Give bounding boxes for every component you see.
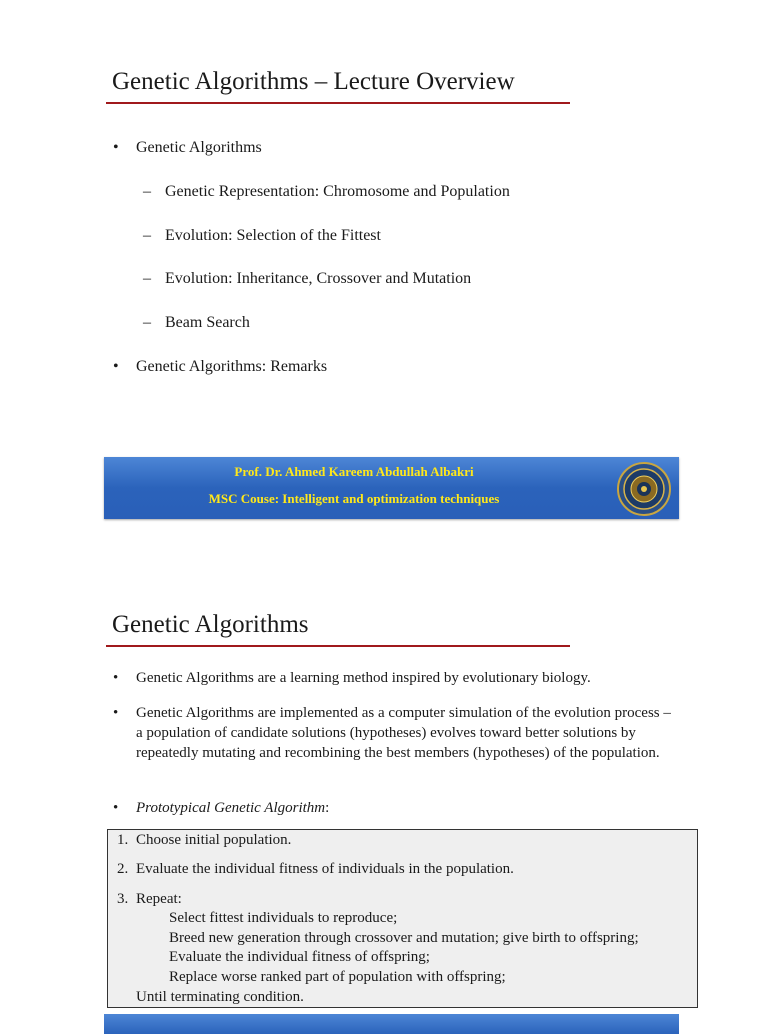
step-text: Evaluate the individual fitness of individuals in the population.: [136, 861, 514, 877]
dash-mark: –: [143, 270, 151, 287]
dash-mark: –: [143, 314, 151, 331]
repeat-step: Replace worse ranked part of population with offspring;: [169, 969, 506, 985]
sub-bullet-item: [143, 226, 381, 246]
title-underline: [106, 645, 570, 647]
bullet-text: Genetic Algorithms: Remarks: [136, 358, 328, 375]
step-text: Choose initial population.: [136, 832, 292, 848]
step-text: Repeat:: [136, 891, 182, 907]
bullet-text-italic: Prototypical Genetic Algorithm: [136, 800, 326, 816]
repeat-step: Evaluate the individual fitness of offspring;: [169, 949, 430, 965]
step-number: 3.: [117, 891, 129, 907]
sub-bullet-text: Beam Search: [165, 314, 250, 331]
until-condition: Until terminating condition.: [136, 989, 304, 1005]
sub-bullet-text: Evolution: Inheritance, Crossover and Mutation: [165, 270, 472, 287]
dash-mark: –: [143, 227, 151, 244]
repeat-step: Select fittest individuals to reproduce;: [169, 910, 398, 926]
bullet-item: [113, 138, 262, 158]
bullet-mark: •: [113, 800, 119, 816]
sub-bullet-text: Genetic Representation: Chromosome and Population: [165, 183, 510, 200]
bullet-item: [113, 798, 673, 818]
bullet-item: [113, 357, 327, 377]
colon: :: [325, 800, 330, 816]
footer-course: MSC Couse: Intelligent and optimization techniques: [208, 491, 500, 506]
sub-bullet-text: Evolution: Selection of the Fittest: [165, 227, 381, 244]
step-number: 2.: [117, 861, 129, 877]
algorithm-step: [117, 860, 514, 879]
bullet-text: Genetic Algorithms are implemented as a computer simulation of the evolution process – a population of candidate solutions (hypotheses) evolves toward better solutions by repeatedly mutating and recombining the best members (hypotheses) of the population.: [136, 705, 671, 761]
bullet-text: Genetic Algorithms are a learning method inspired by evolutionary biology.: [136, 670, 591, 686]
bullet-mark: •: [113, 139, 119, 156]
bullet-mark: •: [113, 705, 119, 721]
footer-author: Prof. Dr. Ahmed Kareem Abdullah Albakri: [234, 464, 474, 479]
sub-bullet-item: [143, 269, 471, 289]
step-number: 1.: [117, 832, 129, 848]
sub-bullet-item: [143, 313, 250, 333]
university-seal-icon: [616, 461, 672, 517]
title-underline: [106, 102, 570, 104]
slide-title: Genetic Algorithms – Lecture Overview: [112, 68, 515, 95]
algorithm-box: [107, 829, 698, 1008]
bullet-mark: •: [113, 670, 119, 686]
algorithm-step: [117, 890, 182, 909]
bullet-mark: •: [113, 358, 119, 375]
bullet-item: [113, 703, 678, 763]
dash-mark: –: [143, 183, 151, 200]
slide-title: Genetic Algorithms: [112, 611, 309, 638]
sub-bullet-item: [143, 182, 510, 202]
bullet-text: Genetic Algorithms: [136, 139, 262, 156]
repeat-step: Breed new generation through crossover and mutation; give birth to offspring;: [169, 930, 639, 946]
footer-banner-partial: [104, 1014, 679, 1034]
bullet-item: [113, 668, 673, 688]
footer-banner: [104, 457, 679, 519]
algorithm-step: [117, 831, 291, 850]
